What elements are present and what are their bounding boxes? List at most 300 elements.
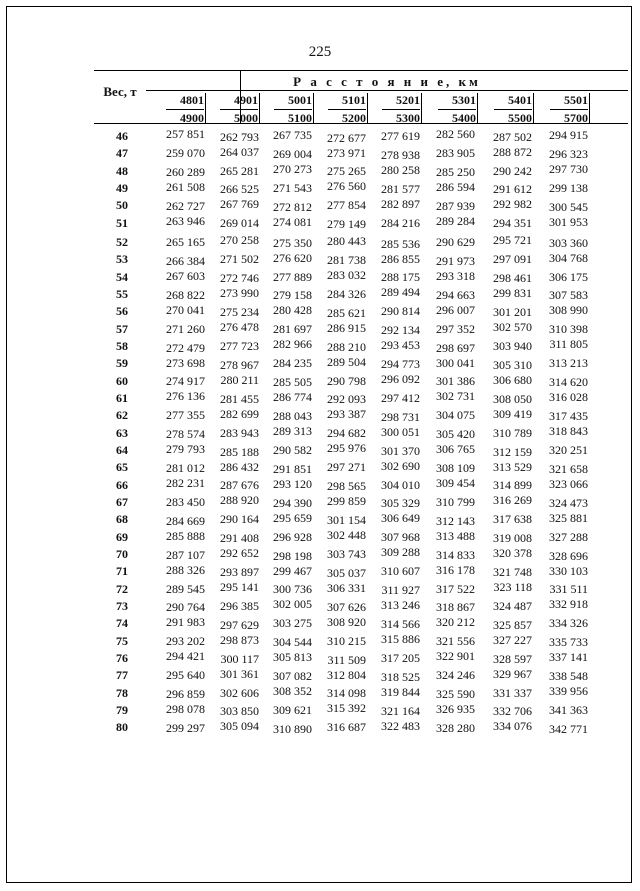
table-row <box>0 339 640 356</box>
tariff-cell: 286 855 <box>381 251 420 266</box>
table-row <box>0 408 640 425</box>
weight-cell: 48 <box>116 163 128 178</box>
distance-range-header <box>260 92 312 127</box>
tariff-cell: 324 473 <box>549 495 588 510</box>
tariff-cell: 287 502 <box>493 129 532 144</box>
column-rule <box>421 93 422 123</box>
tariff-cell: 286 915 <box>327 320 366 335</box>
tariff-cell: 305 329 <box>381 496 420 511</box>
tariff-cell: 272 812 <box>273 199 312 214</box>
tariff-cell: 307 968 <box>381 530 420 545</box>
tariff-cell: 281 012 <box>166 461 205 476</box>
tariff-cell: 288 210 <box>327 339 366 354</box>
tariff-cell: 291 983 <box>166 615 205 630</box>
tariff-cell: 293 202 <box>166 634 205 649</box>
tariff-cell: 278 574 <box>166 427 205 442</box>
table-row <box>0 547 640 564</box>
tariff-cell: 325 881 <box>549 510 588 525</box>
tariff-cell: 288 920 <box>220 493 259 508</box>
tariff-cell: 272 479 <box>166 340 205 355</box>
tariff-cell: 294 773 <box>381 357 420 372</box>
tariff-cell: 299 467 <box>273 563 312 578</box>
tariff-cell: 273 698 <box>166 355 205 370</box>
tariff-cell: 295 640 <box>166 668 205 683</box>
tariff-cell: 285 621 <box>327 305 366 320</box>
tariff-cell: 269 004 <box>273 147 312 162</box>
tariff-cell: 284 235 <box>273 356 312 371</box>
range-to: 5200 <box>342 111 366 125</box>
tariff-cell: 302 731 <box>436 389 475 404</box>
weight-cell: 60 <box>116 373 128 388</box>
tariff-cell: 271 543 <box>273 180 312 195</box>
tariff-cell: 292 093 <box>327 392 366 407</box>
tariff-cell: 303 743 <box>327 547 366 561</box>
tariff-cell: 318 525 <box>381 669 420 684</box>
tariff-cell: 299 297 <box>166 720 205 735</box>
tariff-cell: 318 867 <box>436 600 475 615</box>
tariff-cell: 314 620 <box>549 375 588 390</box>
tariff-cell: 293 120 <box>273 476 312 491</box>
tariff-cell: 312 159 <box>493 444 532 459</box>
tariff-cell: 284 326 <box>327 286 366 301</box>
tariff-cell: 281 697 <box>273 322 312 337</box>
table-row <box>0 495 640 512</box>
table-row <box>0 235 640 252</box>
tariff-cell: 263 946 <box>166 213 205 228</box>
tariff-cell: 324 487 <box>493 598 532 613</box>
tariff-cell: 294 351 <box>493 216 532 231</box>
range-from: 4801 <box>180 93 204 107</box>
tariff-cell: 295 141 <box>220 580 259 594</box>
tariff-cell: 309 454 <box>436 476 475 490</box>
table-row <box>0 651 640 668</box>
table-row <box>0 198 640 215</box>
tariff-cell: 294 663 <box>436 287 475 302</box>
range-from: 5101 <box>342 93 366 107</box>
tariff-cell: 293 453 <box>381 338 420 353</box>
tariff-cell: 286 774 <box>273 390 312 405</box>
tariff-cell: 291 851 <box>273 461 312 476</box>
tariff-cell: 290 242 <box>493 163 532 178</box>
tariff-cell: 311 509 <box>327 652 366 667</box>
weight-cell: 73 <box>116 598 128 613</box>
tariff-cell: 328 597 <box>493 651 532 666</box>
tariff-cell: 257 851 <box>166 127 205 142</box>
tariff-cell: 303 275 <box>273 616 312 631</box>
tariff-cell: 304 075 <box>436 408 475 423</box>
tariff-cell: 308 352 <box>273 684 312 698</box>
tariff-cell: 305 310 <box>493 357 532 372</box>
tariff-cell: 292 652 <box>220 546 259 561</box>
range-from: 5001 <box>288 93 312 107</box>
table-row <box>0 703 640 720</box>
weight-cell: 67 <box>116 494 128 509</box>
tariff-cell: 282 897 <box>381 196 420 211</box>
table-row <box>0 270 640 287</box>
tariff-cell: 335 733 <box>549 635 588 650</box>
table-row <box>0 631 640 651</box>
tariff-cell: 296 323 <box>549 147 588 162</box>
tariff-cell: 277 854 <box>327 198 366 213</box>
tariff-cell: 301 953 <box>549 214 588 229</box>
tariff-cell: 274 081 <box>273 214 312 229</box>
tariff-cell: 272 746 <box>220 271 259 286</box>
tariff-cell: 328 280 <box>436 720 475 735</box>
tariff-cell: 265 165 <box>166 235 205 249</box>
weight-cell: 70 <box>116 547 128 561</box>
weight-cell: 69 <box>116 529 128 544</box>
tariff-cell: 284 216 <box>381 215 420 230</box>
table-row <box>0 686 640 703</box>
tariff-cell: 305 094 <box>220 719 259 734</box>
tariff-cell: 274 917 <box>166 374 205 389</box>
weight-cell: 61 <box>116 390 128 405</box>
tariff-cell: 319 008 <box>493 531 532 546</box>
tariff-cell: 264 037 <box>220 144 259 159</box>
tariff-cell: 283 450 <box>166 494 205 509</box>
tariff-cell: 295 721 <box>493 233 532 248</box>
tariff-cell: 309 621 <box>273 702 312 717</box>
tariff-cell: 280 258 <box>381 162 420 177</box>
table-row <box>0 582 640 599</box>
tariff-cell: 290 629 <box>436 235 475 249</box>
tariff-cell: 265 281 <box>220 163 259 178</box>
tariff-cell: 267 603 <box>166 268 205 283</box>
tariff-cell: 316 687 <box>327 720 366 735</box>
table-row <box>0 391 640 408</box>
tariff-cell: 321 164 <box>381 703 420 718</box>
tariff-cell: 303 940 <box>493 339 532 353</box>
tariff-cell: 334 326 <box>549 616 588 631</box>
tariff-cell: 315 886 <box>381 631 420 646</box>
tariff-cell: 266 525 <box>220 182 259 197</box>
weight-cell: 46 <box>116 129 128 143</box>
tariff-cell: 280 443 <box>327 234 366 249</box>
tariff-cell: 296 928 <box>273 529 312 544</box>
tariff-cell: 299 831 <box>493 286 532 301</box>
tariff-cell: 309 288 <box>381 545 420 560</box>
tariff-cell: 288 175 <box>381 270 420 285</box>
tariff-cell: 295 976 <box>327 441 366 456</box>
tariff-cell: 298 697 <box>436 340 475 355</box>
tariff-cell: 295 659 <box>273 510 312 525</box>
table-row <box>0 423 640 443</box>
tariff-cell: 310 799 <box>436 494 475 509</box>
weight-cell: 53 <box>116 252 128 267</box>
tariff-cell: 282 231 <box>166 476 205 490</box>
tariff-cell: 310 607 <box>381 564 420 579</box>
tariff-cell: 341 363 <box>549 702 588 717</box>
distance-range-header <box>536 92 588 127</box>
weight-cell: 50 <box>116 198 128 213</box>
tariff-cell: 297 412 <box>381 390 420 405</box>
tariff-cell: 316 178 <box>436 562 475 577</box>
weight-cell: 56 <box>116 304 128 319</box>
range-to: 5400 <box>452 111 476 125</box>
tariff-cell: 293 387 <box>327 407 366 422</box>
distance-column-header: Р а с с т о я н и е, км <box>293 74 481 89</box>
tariff-cell: 288 872 <box>493 144 532 159</box>
tariff-cell: 318 843 <box>549 423 588 438</box>
tariff-cell: 260 289 <box>166 165 205 180</box>
tariff-cell: 288 326 <box>166 562 205 577</box>
tariff-cell: 302 570 <box>493 319 532 334</box>
table-row <box>0 478 640 495</box>
tariff-cell: 271 502 <box>220 252 259 267</box>
tariff-cell: 279 158 <box>273 288 312 303</box>
tariff-cell: 271 260 <box>166 321 205 336</box>
tariff-cell: 305 420 <box>436 427 475 442</box>
tariff-cell: 307 082 <box>273 669 312 684</box>
tariff-cell: 307 626 <box>327 599 366 614</box>
tariff-cell: 312 143 <box>436 513 475 528</box>
tariff-cell: 320 378 <box>493 546 532 561</box>
weight-cell: 68 <box>116 512 128 527</box>
tariff-cell: 267 735 <box>273 128 312 143</box>
tariff-cell: 277 355 <box>166 408 205 423</box>
tariff-cell: 289 494 <box>381 285 420 300</box>
tariff-cell: 280 211 <box>220 372 259 387</box>
table-row <box>0 443 640 460</box>
tariff-cell: 282 966 <box>273 337 312 352</box>
tariff-cell: 285 888 <box>166 528 205 543</box>
tariff-cell: 293 318 <box>436 268 475 283</box>
column-rule <box>477 93 478 123</box>
tariff-cell: 297 629 <box>220 617 259 632</box>
tariff-cell: 321 748 <box>493 565 532 580</box>
tariff-cell: 262 727 <box>166 198 205 213</box>
range-to: 5100 <box>288 111 312 125</box>
tariff-cell: 268 822 <box>166 287 205 302</box>
tariff-cell: 324 246 <box>436 668 475 683</box>
weight-cell: 75 <box>116 633 128 648</box>
weight-cell: 72 <box>116 581 128 596</box>
tariff-cell: 275 234 <box>220 304 259 319</box>
tariff-cell: 316 028 <box>549 390 588 405</box>
tariff-cell: 311 805 <box>549 337 588 352</box>
weight-cell: 76 <box>116 651 128 665</box>
tariff-cell: 332 918 <box>549 597 588 612</box>
tariff-cell: 262 793 <box>220 129 259 144</box>
table-row <box>0 287 640 304</box>
tariff-cell: 320 251 <box>549 443 588 457</box>
page-number: 225 <box>308 44 332 60</box>
weight-cell: 71 <box>116 564 128 579</box>
table-row <box>0 599 640 616</box>
tariff-cell: 332 706 <box>493 704 532 719</box>
tariff-cell: 270 258 <box>220 233 259 248</box>
tariff-cell: 306 175 <box>549 269 588 284</box>
tariff-cell: 310 789 <box>493 425 532 440</box>
tariff-cell: 278 967 <box>220 357 259 372</box>
weight-cell: 55 <box>116 286 128 301</box>
tariff-cell: 284 669 <box>166 513 205 528</box>
tariff-cell: 283 032 <box>327 268 366 282</box>
tariff-cell: 313 246 <box>381 598 420 613</box>
table-row <box>0 252 640 269</box>
tariff-cell: 303 360 <box>549 235 588 250</box>
tariff-cell: 285 536 <box>381 236 420 251</box>
tariff-cell: 308 109 <box>436 461 475 476</box>
tariff-cell: 322 483 <box>381 718 420 733</box>
tariff-cell: 310 890 <box>273 721 312 736</box>
tariff-cell: 321 658 <box>549 461 588 476</box>
weight-cell: 54 <box>116 269 128 284</box>
tariff-cell: 330 103 <box>549 563 588 578</box>
tariff-cell: 266 384 <box>166 253 205 268</box>
table-row <box>0 304 640 321</box>
tariff-cell: 299 138 <box>549 180 588 195</box>
tariff-cell: 281 738 <box>327 253 366 268</box>
tariff-cell: 308 990 <box>549 303 588 318</box>
tariff-cell: 334 076 <box>493 719 532 734</box>
table-row <box>0 460 640 477</box>
distance-header-rule <box>146 90 628 91</box>
column-rule <box>533 93 534 123</box>
tariff-cell: 306 680 <box>493 372 532 387</box>
tariff-cell: 301 154 <box>327 512 366 527</box>
tariff-cell: 314 833 <box>436 547 475 562</box>
tariff-cell: 290 764 <box>166 600 205 615</box>
tariff-cell: 328 696 <box>549 548 588 563</box>
tariff-cell: 301 361 <box>220 666 259 681</box>
tariff-cell: 300 041 <box>436 355 475 370</box>
tariff-cell: 301 370 <box>381 443 420 458</box>
tariff-cell: 302 690 <box>381 458 420 473</box>
table-row <box>0 668 640 685</box>
range-to: 5300 <box>396 111 420 125</box>
tariff-cell: 286 594 <box>436 180 475 195</box>
tariff-cell: 275 350 <box>273 235 312 250</box>
tariff-cell: 294 421 <box>166 649 205 664</box>
tariff-cell: 313 529 <box>493 459 532 474</box>
tariff-cell: 329 967 <box>493 666 532 681</box>
table-row <box>0 146 640 163</box>
tariff-cell: 291 612 <box>493 182 532 197</box>
tariff-cell: 339 956 <box>549 684 588 698</box>
tariff-cell: 287 676 <box>220 478 259 493</box>
tariff-cell: 270 041 <box>166 302 205 317</box>
weight-cell: 74 <box>116 616 128 631</box>
tariff-cell: 288 043 <box>273 408 312 423</box>
tariff-cell: 325 590 <box>436 687 475 702</box>
range-to: 4900 <box>180 111 204 125</box>
range-to: 5000 <box>234 111 258 125</box>
tariff-cell: 276 478 <box>220 319 259 334</box>
tariff-cell: 276 620 <box>273 250 312 265</box>
tariff-cell: 289 504 <box>327 354 366 369</box>
tariff-cell: 296 859 <box>166 687 205 702</box>
tariff-cell: 297 352 <box>436 321 475 336</box>
tariff-cell: 291 973 <box>436 253 475 268</box>
tariff-cell: 305 813 <box>273 650 312 665</box>
tariff-cell: 303 850 <box>220 704 259 719</box>
tariff-cell: 321 556 <box>436 634 475 649</box>
weight-cell: 63 <box>116 425 128 440</box>
tariff-cell: 338 548 <box>549 669 588 684</box>
tariff-cell: 282 699 <box>220 406 259 421</box>
tariff-cell: 323 066 <box>549 476 588 491</box>
tariff-cell: 281 455 <box>220 391 259 406</box>
tariff-cell: 297 730 <box>549 162 588 176</box>
tariff-cell: 302 005 <box>273 597 312 612</box>
tariff-cell: 306 649 <box>381 511 420 526</box>
distance-range-header <box>480 92 532 127</box>
tariff-cell: 290 798 <box>327 373 366 388</box>
tariff-cell: 290 582 <box>273 443 312 457</box>
tariff-cell: 294 390 <box>273 495 312 510</box>
weight-cell: 62 <box>116 408 128 423</box>
tariff-cell: 287 107 <box>166 547 205 562</box>
tariff-cell: 289 284 <box>436 213 475 228</box>
tariff-cell: 279 149 <box>327 217 366 232</box>
tariff-cell: 317 638 <box>493 512 532 527</box>
tariff-cell: 272 677 <box>327 130 366 145</box>
table-row <box>0 164 640 181</box>
tariff-cell: 320 212 <box>436 615 475 630</box>
tariff-cell: 314 899 <box>493 478 532 493</box>
table-row <box>0 213 640 233</box>
range-to: 5700 <box>564 111 588 125</box>
tariff-cell: 298 198 <box>273 548 312 563</box>
tariff-cell: 325 857 <box>493 617 532 632</box>
tariff-cell: 301 386 <box>436 374 475 389</box>
table-row <box>0 512 640 529</box>
weight-cell: 49 <box>116 180 128 195</box>
tariff-cell: 279 793 <box>166 442 205 457</box>
tariff-cell: 280 428 <box>273 303 312 318</box>
tariff-cell: 301 201 <box>493 304 532 319</box>
tariff-cell: 298 565 <box>327 479 366 494</box>
tariff-cell: 285 250 <box>436 165 475 180</box>
tariff-cell: 306 765 <box>436 442 475 457</box>
tariff-cell: 322 901 <box>436 649 475 664</box>
tariff-cell: 285 188 <box>220 444 259 459</box>
tariff-cell: 300 736 <box>273 582 312 597</box>
tariff-cell: 319 844 <box>381 684 420 699</box>
weight-cell: 77 <box>116 668 128 683</box>
tariff-cell: 337 141 <box>549 650 588 665</box>
tariff-cell: 342 771 <box>549 721 588 736</box>
column-rule <box>589 93 590 123</box>
distance-range-header <box>152 92 204 127</box>
tariff-cell: 315 392 <box>327 701 366 716</box>
tariff-cell: 276 136 <box>166 389 205 404</box>
tariff-cell: 307 583 <box>549 288 588 303</box>
tariff-cell: 310 398 <box>549 322 588 337</box>
tariff-cell: 276 560 <box>327 179 366 194</box>
weight-cell: 58 <box>116 339 128 353</box>
tariff-cell: 298 078 <box>166 702 205 717</box>
weight-cell: 64 <box>116 443 128 457</box>
weight-cell: 78 <box>116 685 128 700</box>
tariff-cell: 292 982 <box>493 197 532 212</box>
tariff-cell: 291 408 <box>220 531 259 546</box>
tariff-cell: 298 461 <box>493 271 532 286</box>
tariff-cell: 317 205 <box>381 651 420 665</box>
tariff-cell: 326 935 <box>436 702 475 717</box>
tariff-cell: 282 560 <box>436 127 475 142</box>
weight-cell: 79 <box>116 702 128 717</box>
tariff-cell: 261 508 <box>166 180 205 195</box>
tariff-cell: 314 098 <box>327 686 366 701</box>
weight-cell: 66 <box>116 477 128 492</box>
table-row <box>0 356 640 373</box>
tariff-cell: 306 331 <box>327 580 366 595</box>
tariff-cell: 331 337 <box>493 685 532 700</box>
tariff-cell: 313 488 <box>436 528 475 543</box>
tariff-cell: 297 271 <box>327 460 366 475</box>
